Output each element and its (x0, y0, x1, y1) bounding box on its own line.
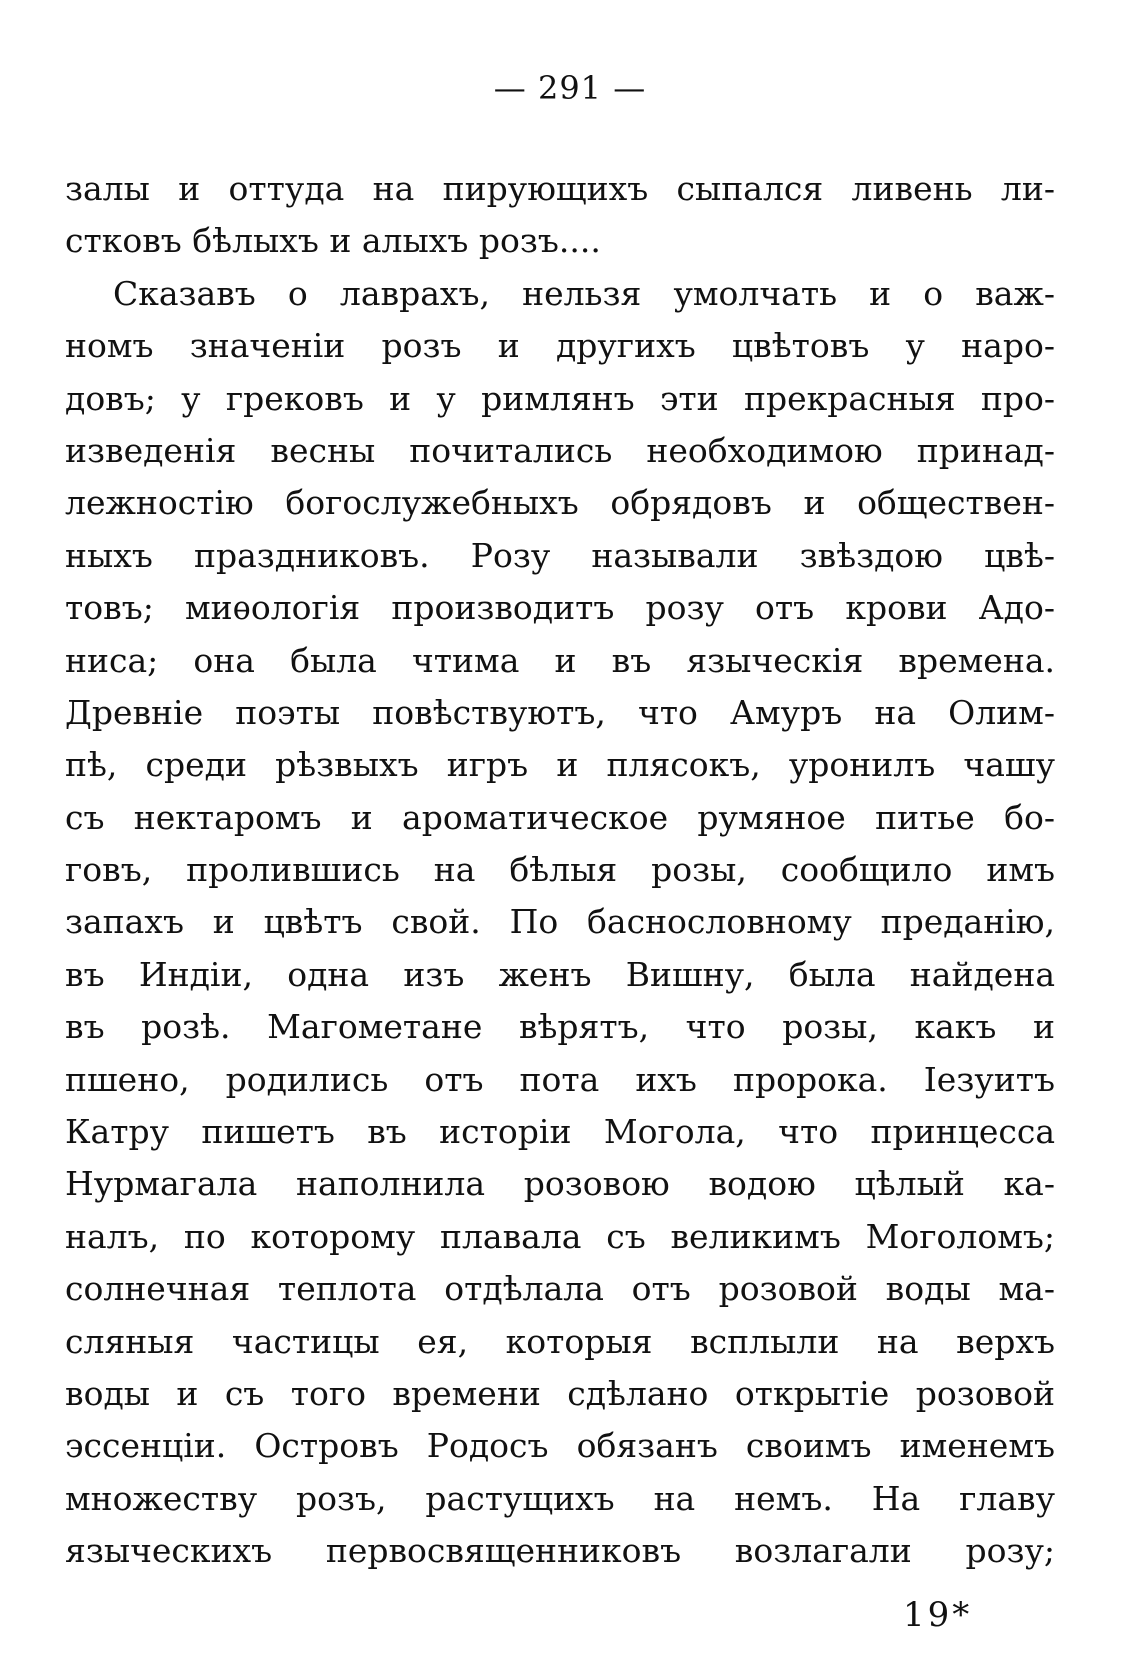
text-line: стковъ бѣлыхъ и алыхъ розъ.... (65, 221, 601, 261)
text-line: говъ, пролившись на бѣлыя розы, сообщило имъ (65, 850, 1055, 890)
text-line: ниса; она была чтима и въ языческiя времена. (65, 640, 1055, 680)
signature-mark: 19* (903, 1595, 973, 1635)
text-line: въ Индiи, одна изъ женъ Вишну, была найдена (65, 954, 1055, 994)
text-line: эссенцiи. Островъ Родосъ обязанъ своимъ именемъ (65, 1426, 1055, 1466)
text-line: пшено, родились отъ пота ихъ пророка. Iезуитъ (65, 1059, 1055, 1099)
text-line: пѣ, среди рѣзвыхъ игръ и плясокъ, уронилъ чашу (65, 745, 1055, 785)
text-line: изведенiя весны почитались необходимою принад- (65, 430, 1055, 470)
text-line: лежностiю богослужебныхъ обрядовъ и обществен- (65, 483, 1055, 523)
text-line: языческихъ первосвященниковъ возлагали розу; (65, 1531, 1055, 1571)
paragraph-first-line: Сказавъ о лаврахъ, нельзя умолчать и о важ- (113, 273, 1055, 313)
text-line: сляныя частицы ея, которыя всплыли на верхъ (65, 1321, 1055, 1361)
text-line: номъ значенiи розъ и другихъ цвѣтовъ у наро- (65, 326, 1055, 366)
body-text (65, 163, 1055, 1578)
page-number-header: — 291 — (493, 69, 647, 107)
text-line: Нурмагала наполнила розовою водою цѣлый ка- (65, 1164, 1055, 1204)
text-line: довъ; у грековъ и у римлянъ эти прекрасныя про- (65, 378, 1055, 418)
text-line: воды и съ того времени сдѣлано открытiе розовой (65, 1373, 1055, 1413)
text-line: ныхъ праздниковъ. Розу называли звѣздою цвѣ- (65, 535, 1055, 575)
text-line: Древнiе поэты повѣствуютъ, что Амуръ на Олим- (65, 692, 1055, 732)
text-line: съ нектаромъ и ароматическое румяное питье бо- (65, 797, 1055, 837)
text-line: налъ, по которому плавала съ великимъ Моголомъ; (65, 1216, 1055, 1256)
text-line: Катру пишетъ въ исторiи Могола, что принцесса (65, 1112, 1055, 1152)
text-line: залы и оттуда на пирующихъ сыпался ливень ли- (65, 169, 1055, 208)
text-line: товъ; миѳологiя производитъ розу отъ крови Адо- (65, 588, 1055, 628)
text-line: множеству розъ, растущихъ на немъ. На главу (65, 1478, 1055, 1518)
text-line: солнечная теплота отдѣлала отъ розовой воды ма- (65, 1269, 1055, 1309)
text-line: въ розѣ. Магометане вѣрятъ, что розы, какъ и (65, 1007, 1055, 1047)
text-line: запахъ и цвѣтъ свой. По баснословному преданiю, (65, 902, 1055, 942)
